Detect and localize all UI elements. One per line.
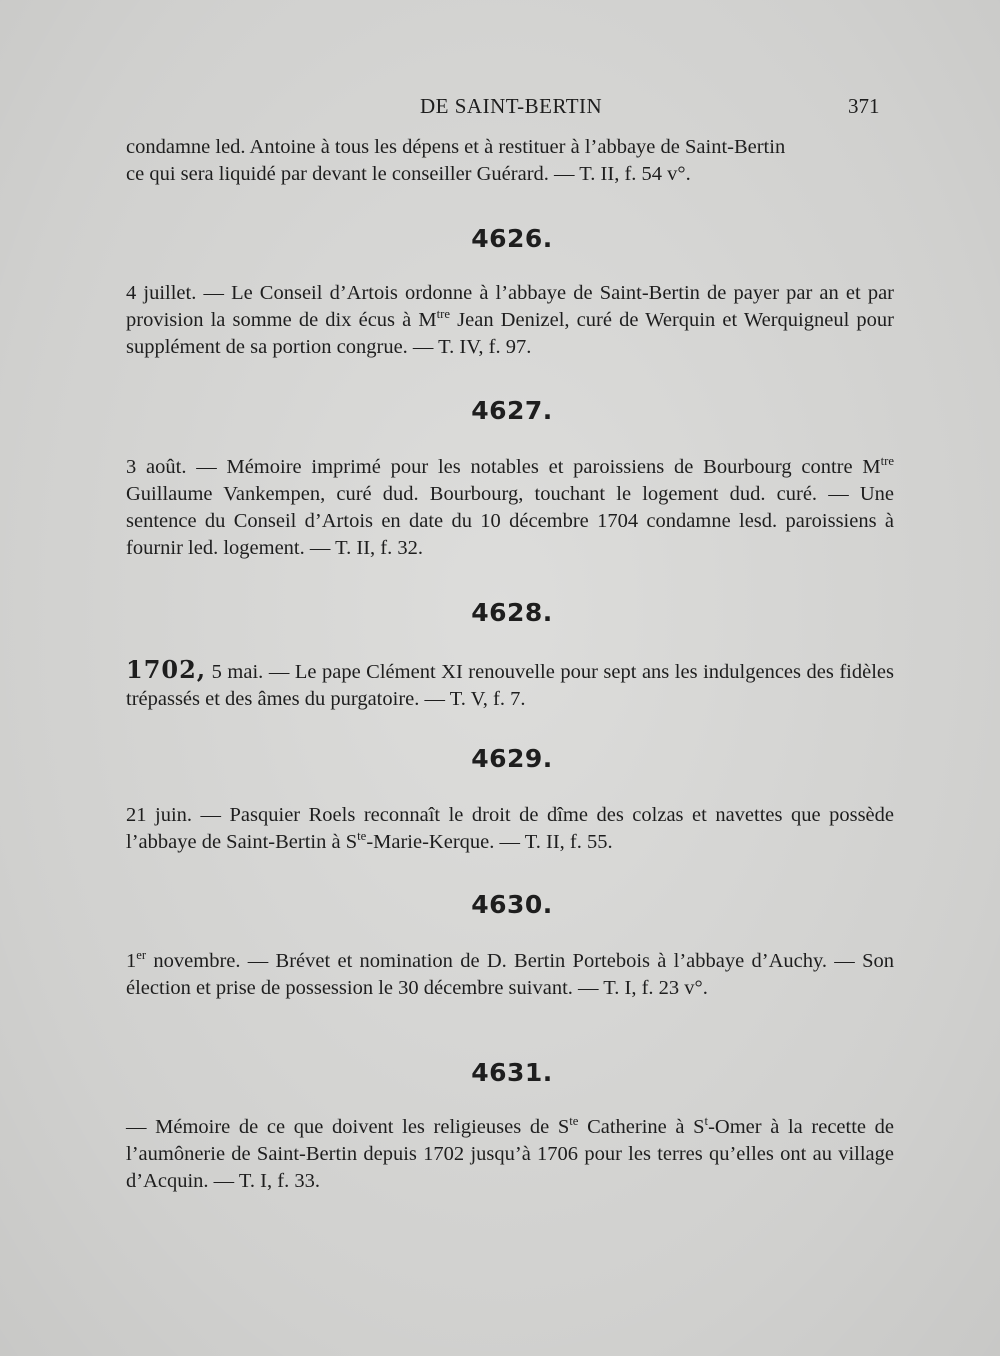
entry-text-4629: 21 juin. — Pasquier Roels reconnaît le droit de dîme des colzas et navettes que possède l’abbaye de Saint-Bertin à $S^{te}-Marie$-Kerque. — T. II, f. 55. — [126, 804, 894, 853]
continuation-paragraph — [126, 134, 894, 188]
running-head — [0, 94, 1000, 118]
entry-text-4628: 1702, 5 mai. — Le pape Clément XI renouvelle pour sept ans les indulgences des fidèles trépassés et des âmes du purgatoire. — T. V, f. 7. — [126, 655, 894, 710]
entry-year: 1702, — [126, 655, 207, 684]
entry-text-4626: 4 juillet. — Le Conseil d’Artois ordonne à l’abbaye de Saint-Bertin de payer par an et par provision la somme de dix écus à $M^{tre}$ Jean Denizel, curé de Werquin et Werquigneul pour supplément de sa portion congrue. — T. IV, f. 97. — [126, 282, 894, 358]
entry-number-4630: 4630. — [471, 890, 553, 919]
page-number: 371 — [848, 94, 880, 118]
entry-text-4627: 3 août. — Mémoire imprimé pour les notables et paroissiens de Bourbourg contre $M^{tre}$ Guillaume Vankempen, curé dud. Bourbourg, touchant le logement dud. curé. — Une sentence du Conseil d’Artois en date du 10 décembre 1704 condamne lesd. paroissiens à fournir led. logement. — T. II, f. 32. — [126, 454, 894, 559]
entry-number-4626: 4626. — [471, 224, 553, 253]
entry-number-4629: 4629. — [471, 744, 553, 773]
continuation-line-2: ce qui sera liquidé par devant le conseiller Guérard. — T. II, f. 54 v°. — [126, 163, 691, 185]
entry-number-4628: 4628. — [471, 598, 553, 627]
entry-text-4631: — Mémoire de ce que doivent les religieuses de $S^{te}$ Catherine à $S^t$-Omer à la recette de l’aumônerie de Saint-Bertin depuis 1702 jusqu’à 1706 pour les terres qu’elles ont au village d’Acquin. — T. I, f. 33. — [126, 1114, 895, 1192]
entry-number-4627: 4627. — [471, 396, 553, 425]
continuation-line-1: condamne led. Antoine à tous les dépens et à restituer à l’abbaye de Saint-Bertin — [126, 136, 786, 158]
running-title: DE SAINT-BERTIN — [420, 94, 603, 118]
entry-number-4631: 4631. — [471, 1058, 553, 1087]
entry-text-4630: 1er novembre. — Brévet et nomination de D. Bertin Portebois à l’abbaye d’Auchy. — Son élection et prise de possession le 30 décembre suivant. — T. I, f. 23 v°. — [126, 948, 894, 999]
